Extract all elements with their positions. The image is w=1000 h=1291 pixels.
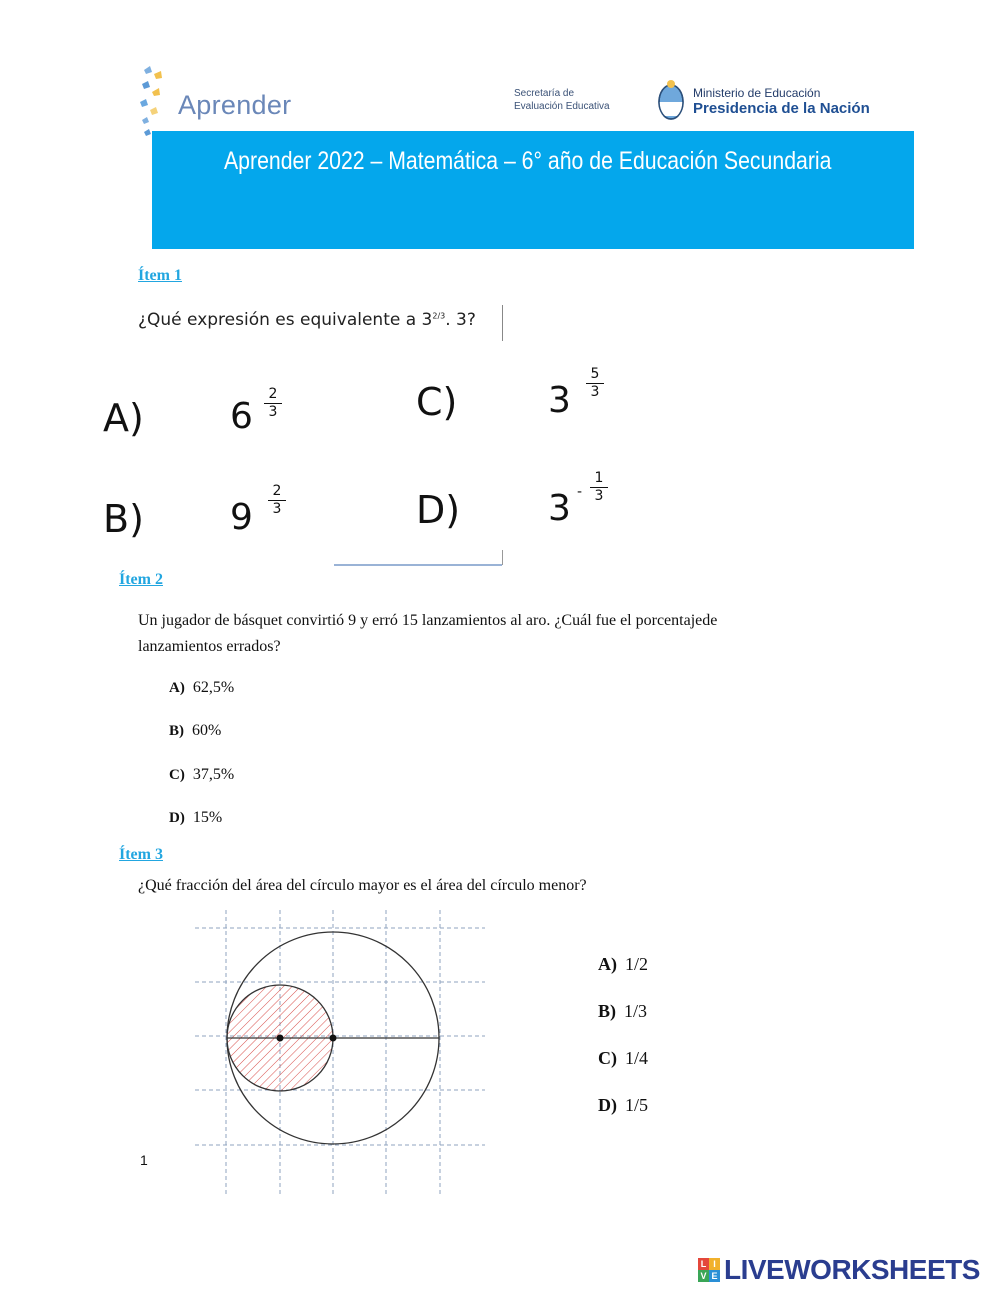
item-1-option-d-exponent: $\frac{1}{3}$ xyxy=(590,470,608,505)
item-2-option-a[interactable]: A) 62,5% xyxy=(169,679,235,696)
item-1-option-a-letter[interactable]: A) xyxy=(103,396,144,440)
selection-box-edge-right xyxy=(502,550,503,565)
item-1-option-c-letter[interactable]: C) xyxy=(416,380,458,424)
item-2-option-c[interactable]: C) 37,5% xyxy=(169,766,235,783)
selection-box-edge xyxy=(334,564,502,566)
item-1-option-c-base[interactable]: 3 xyxy=(548,380,571,421)
item-1-question: ¿Qué expresión es equivalente a $3^{2/3}$. 3? xyxy=(138,310,476,330)
item-1-option-d-letter[interactable]: D) xyxy=(416,488,461,532)
item-1-option-d-base[interactable]: 3 xyxy=(548,488,571,529)
item-1-option-b-exponent: $\frac{2}{3}$ xyxy=(268,483,286,518)
page-number: 1 xyxy=(140,1152,148,1168)
item-1-option-a-exponent: $\frac{2}{3}$ xyxy=(264,386,282,421)
item-3-heading: Ítem 3 xyxy=(119,846,163,863)
item-1-option-b-base[interactable]: 9 xyxy=(230,497,253,538)
secretaria-logo: Secretaría de Evaluación Educativa xyxy=(514,88,610,112)
item-1-heading: Ítem 1 xyxy=(138,267,182,284)
item-3-option-c[interactable]: C) 1/4 xyxy=(598,1048,649,1068)
small-center-point xyxy=(277,1035,284,1042)
item-2-heading: Ítem 2 xyxy=(119,571,163,588)
item-1-option-c-exponent: $\frac{5}{3}$ xyxy=(586,366,604,401)
national-shield-icon xyxy=(656,78,686,122)
presidencia-label: Presidencia de la Nación xyxy=(693,100,870,117)
text-cursor xyxy=(502,305,503,341)
item-3-option-b[interactable]: B) 1/3 xyxy=(598,1001,648,1021)
ministerio-label: Ministerio de Educación xyxy=(693,86,821,100)
item-2-question: Un jugador de básquet convirtió 9 y erró 15 lanzamientos al aro. ¿Cuál fue el porcentajede lanzamientos errados? xyxy=(138,612,718,655)
liveworksheets-brand: LIVEWORKSHEETS xyxy=(724,1254,980,1285)
item-3-option-d[interactable]: D) 1/5 xyxy=(598,1095,649,1115)
item-1-option-d-minus: - xyxy=(577,484,583,500)
circles-diagram xyxy=(190,910,490,1200)
aprender-logo-text: Aprender xyxy=(178,90,292,120)
page-title: Aprender 2022 – Matemática – 6° año de Educación Secundaria xyxy=(224,147,832,175)
item-1-option-a-base[interactable]: 6 xyxy=(230,396,253,437)
live-badge: L I V E xyxy=(698,1258,720,1282)
item-3-option-a[interactable]: A) 1/2 xyxy=(598,954,649,974)
item-2-option-b[interactable]: B) 60% xyxy=(169,722,222,739)
title-banner xyxy=(152,131,914,249)
big-center-point xyxy=(330,1035,337,1042)
item-1-option-b-letter[interactable]: B) xyxy=(103,497,144,541)
item-3-question: ¿Qué fracción del área del círculo mayor es el área del círculo menor? xyxy=(138,877,587,894)
item-2-option-d[interactable]: D) 15% xyxy=(169,809,223,826)
